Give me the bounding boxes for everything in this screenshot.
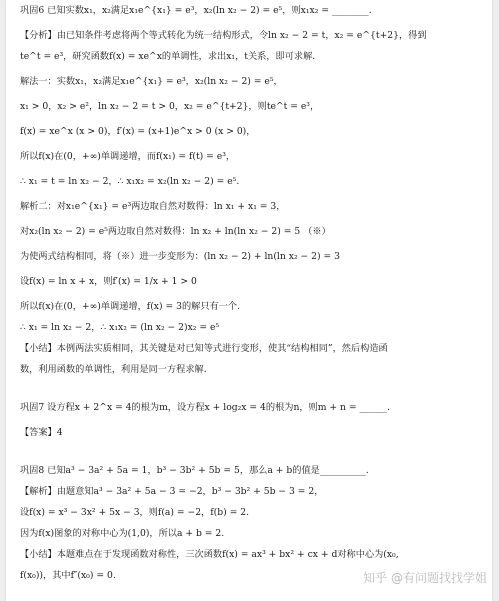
- text-line: 因为f(x)图象的对称中心为(1,0)，所以a + b = 2.: [20, 528, 225, 539]
- text-line: 数，利用函数的单调性，利用是同一方程求解.: [20, 364, 207, 375]
- text-line: 所以f(x)在(0，+∞)单调递增，而f(x₁) = f(t) = e³，: [20, 151, 236, 162]
- text-line: 设f(x) = ln x + x，则f′(x) = 1/x + 1 > 0: [20, 276, 197, 287]
- document-page: [6, 0, 492, 601]
- text-line: 设f(x) = x³ − 3x² + 5x − 3，则f(a) = −2，f(b) = 2.: [20, 507, 249, 518]
- text-line: x₁ > 0，x₂ > e²，ln x₂ − 2 = t > 0，x₂ = e^{t+2}，则te^t = e³，: [20, 101, 320, 112]
- text-line: 【小结】本题难点在于发现函数对称性，三次函数f(x) = ax³ + bx² + cx + d对称中心为(x₀,: [20, 549, 399, 560]
- text-line: 对x₂(ln x₂ − 2) = e⁵两边取自然对数得：ln x₂ + ln(ln x₂ − 2) = 5 （※）: [20, 226, 331, 237]
- text-line: 解析二：对x₁e^{x₁} = e³两边取自然对数得：ln x₁ + x₁ = 3，: [20, 201, 286, 212]
- text-line: 巩固8 已知a³ − 3a² + 5a = 1，b³ − 3b² + 5b = 5，那么a + b的值是__________.: [20, 465, 369, 476]
- text-line: f(x₀))，其中f″(x₀) = 0.: [20, 570, 116, 581]
- text-line: ∴ x₁ = ln x₂ − 2，∴ x₁x₂ = (ln x₂ − 2)x₂ = e⁵: [20, 322, 220, 333]
- text-line: 【小结】本例两法实质相同，其关键是对已知等式进行变形，使其“结构相同”，然后构造函: [20, 343, 388, 354]
- text-line: 【答案】4: [20, 427, 63, 438]
- text-line: ∴ x₁ = t = ln x₂ − 2，∴ x₁x₂ = x₂(ln x₂ − 2) = e⁵.: [20, 176, 240, 187]
- watermark: 知乎 @有问题找找学姐: [363, 571, 487, 585]
- text-line: te^t = e³，研究函数f(x) = xe^x的单调性，求出x₁，t关系，即可求解.: [20, 51, 316, 62]
- text-line: 所以f(x)在(0，+∞)单调递增，f(x) = 3的解只有一个.: [20, 301, 240, 312]
- text-line: 解法一：实数x₁，x₂满足x₁e^{x₁} = e³，x₂(ln x₂ − 2) = e⁵，: [20, 76, 283, 87]
- text-line: 巩固7 设方程x + 2^x = 4的根为m，设方程x + log₂x = 4的根为n，则m + n = ______.: [20, 402, 390, 413]
- text-line: f(x) = xe^x (x > 0)，f′(x) = (x+1)e^x > 0 (x > 0)，: [20, 126, 256, 137]
- text-line: 【解析】由题意知a³ − 3a² + 5a − 3 = −2，b³ − 3b² + 5b − 3 = 2，: [20, 486, 324, 497]
- text-line: 【分析】由已知条件考虑将两个等式转化为统一结构形式，令ln x₂ − 2 = t，x₂ = e^{t+2}，得到: [20, 30, 427, 41]
- text-line: 为使两式结构相同，将（※）进一步变形为：(ln x₂ − 2) + ln(ln x₂ − 2) = 3: [20, 251, 340, 262]
- text-line: 巩固6 已知实数x₁，x₂满足x₁e^{x₁} = e³，x₂(ln x₂ − 2) = e⁵，则x₁x₂ = ________.: [20, 5, 372, 16]
